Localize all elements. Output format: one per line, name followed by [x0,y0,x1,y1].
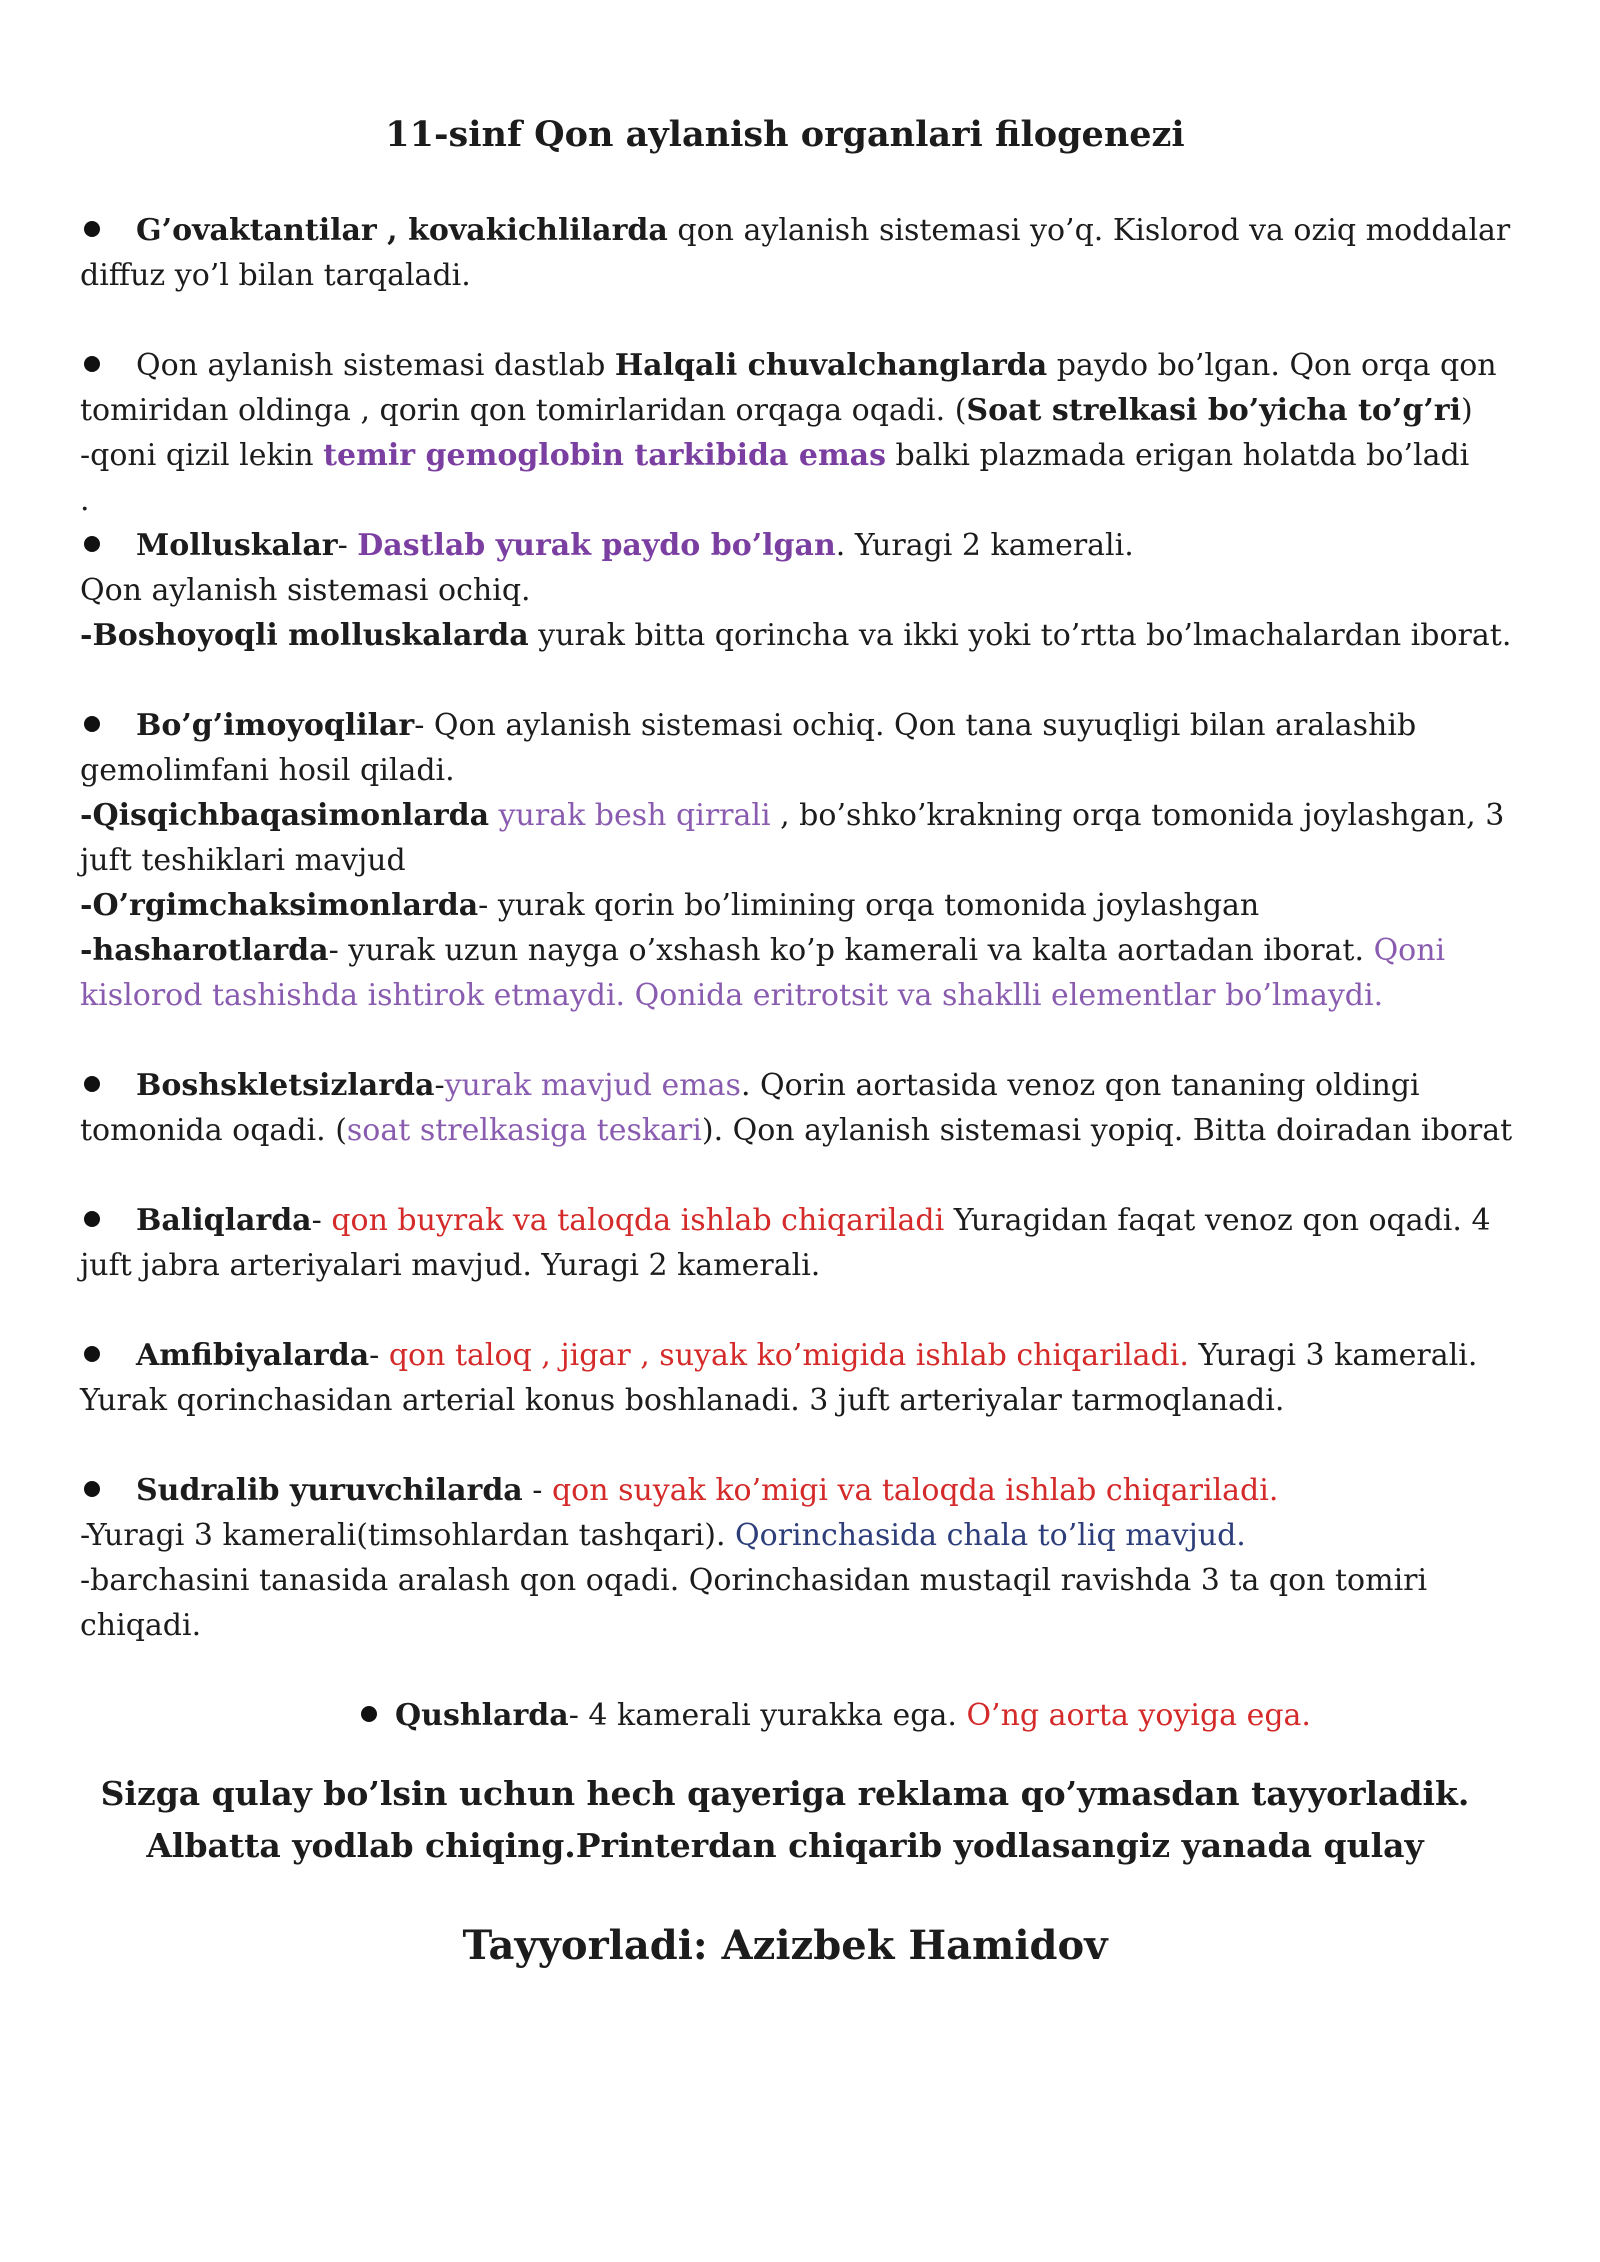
bullet-icon [80,523,136,568]
text: - Qon aylanish sistemasi ochiq. Qon tana suyuqligi bilan aralashib gemolimfani hosil qiladi. [80,708,1417,788]
section-baliqlar [80,1198,1530,1288]
text: - 4 kamerali yurakka ega. [568,1698,967,1733]
text: - yurak uzun nayga o’xshash ko’p kamerali va kalta aortadan iborat. [328,933,1374,968]
text: , bo’shko’krakning orqa tomonida joylashgan, 3 juft teshiklari mavjud [80,798,1505,878]
paragraph-line: Qon aylanish sistemasi ochiq. [80,573,531,608]
section-amfibiyalar [80,1333,1530,1423]
text: . Yuragi 2 kamerali. [835,528,1134,563]
paragraph-line [80,433,1530,478]
section-sudralib-yuruvchilar [80,1468,1530,1648]
term: Halqali chuvalchanglarda [614,348,1048,383]
paragraph [80,703,1530,793]
highlight-purple: yurak besh qirrali [489,798,771,833]
term: Bo’g’imoyoqlilar [136,708,415,743]
text: -Yuragi 3 kamerali(timsohlardan tashqari). [80,1518,736,1553]
paragraph [80,343,1530,433]
closing-line-1: Sizga qulay bo’lsin uchun hech qayeriga reklama qo’ymasdan tayyorladik. [100,1774,1470,1813]
highlight-red: qon suyak ko’migi va taloqda ishlab chiqariladi. [551,1473,1279,1508]
section-boshskletsizlar [80,1063,1530,1153]
document-page [80,110,1530,1976]
author-credit: Tayyorladi: Azizbek Hamidov [462,1922,1108,1969]
text: ) [1460,393,1473,428]
text: balki plazmada erigan holatda bo’ladi [886,438,1470,473]
bullet-icon [80,343,136,388]
term: -Boshoyoqli molluskalarda [80,618,529,653]
text: -qoni qizil lekin [80,438,324,473]
paragraph [120,1693,1530,1738]
text: paydo bo’lgan. Qon orqa qon tomiridan oldinga , qorin qon tomirlaridan orqaga oqadi. ( [80,348,1497,428]
section-halqali-chuvalchanglar [80,343,1530,523]
paragraph [80,1333,1530,1423]
highlight-purple: soat strelkasiga teskari [346,1113,702,1148]
text: Yuragidan faqat venoz qon oqadi. 4 juft jabra arteriyalari mavjud. Yuragi 2 kamerali. [80,1203,1491,1283]
paragraph-line [80,1513,1530,1558]
paragraph-line: -barchasini tanasida aralash qon oqadi. Qorinchasidan mustaqil ravishda 3 ta qon tomiri chiqadi. [80,1563,1428,1643]
section-bogimoyoqlilar [80,703,1530,1018]
bullet-icon [80,208,136,253]
page-title: 11-sinf Qon aylanish organlari filogenezi [385,114,1185,155]
paragraph-line: . [80,483,90,518]
highlight-red: O’ng aorta yoyiga ega. [966,1698,1311,1733]
section-govaktantilar [80,208,1530,298]
term: G’ovaktantilar , kovakichlilarda [136,213,668,248]
highlight-red: qon taloq , jigar , suyak ko’migida ishlab chiqariladi. [388,1338,1189,1373]
bullet-icon [80,1198,136,1243]
text: - [522,1473,552,1508]
highlight-purple: Qoni kislorod tashishda ishtirok etmaydi. Qonida eritrotsit va shaklli elementlar bo’lmaydi. [80,933,1446,1013]
section-molluskalar [80,523,1530,658]
section-qushlar [80,1693,1530,1738]
term: Soat strelkasi bo’yicha to’g’ri [966,393,1461,428]
text: - [337,528,358,563]
paragraph-line [80,928,1530,1018]
paragraph-line [80,613,1530,658]
paragraph [80,523,1530,568]
text: yurak bitta qorincha va ikki yoki to’rtta bo’lmachalardan iborat. [528,618,1512,653]
bullet-icon [80,1063,136,1108]
highlight-purple: Dastlab yurak paydo bo’lgan [357,528,836,563]
term: -hasharotlarda [80,933,329,968]
paragraph-line [80,883,1530,928]
paragraph [80,1063,1530,1153]
text: . Qorin aortasida venoz qon tananing oldingi tomonida oqadi. ( [80,1068,1420,1148]
text: Yuragi 3 kamerali. Yurak qorinchasidan arterial konus boshlanadi. 3 juft arteriyalar tarmoqlanadi. [80,1338,1478,1418]
term: Molluskalar [136,528,338,563]
highlight-red: qon buyrak va taloqda ishlab chiqariladi [331,1203,945,1238]
term: Baliqlarda [136,1203,312,1238]
text: qon aylanish sistemasi yo’q. Kislorod va oziq moddalar diffuz yo’l bilan tarqaladi. [80,213,1511,293]
highlight-purple: temir gemoglobin tarkibida emas [323,438,887,473]
paragraph-line [80,793,1530,883]
text: - [369,1338,389,1373]
term: Sudralib yuruvchilarda [136,1473,523,1508]
term: -Qisqichbaqasimonlarda [80,798,490,833]
bullet-icon [80,1333,136,1378]
bullet-icon [80,1468,136,1513]
bullet-icon [339,1693,395,1738]
bullet-icon [80,703,136,748]
term: Amfibiyalarda [136,1338,370,1373]
highlight-purple: yurak mavjud emas [444,1068,741,1103]
paragraph [80,208,1530,298]
text: - [434,1068,445,1103]
closing-note [80,1768,1530,1872]
text: ). Qon aylanish sistemasi yopiq. Bitta doiradan iborat [701,1113,1513,1148]
term: -O’rgimchaksimonlarda [80,888,479,923]
highlight-navy: Qorinchasida chala to’liq mavjud. [735,1518,1246,1553]
paragraph [80,1468,1530,1513]
text: Qon aylanish sistemasi dastlab [136,348,615,383]
term: Qushlarda [395,1698,569,1733]
text: - yurak qorin bo’limining orqa tomonida joylashgan [478,888,1260,923]
term: Boshskletsizlarda [136,1068,435,1103]
closing-line-2: Albatta yodlab chiqing.Printerdan chiqarib yodlasangiz yanada qulay [146,1826,1424,1865]
paragraph [80,1198,1530,1288]
text: - [311,1203,332,1238]
